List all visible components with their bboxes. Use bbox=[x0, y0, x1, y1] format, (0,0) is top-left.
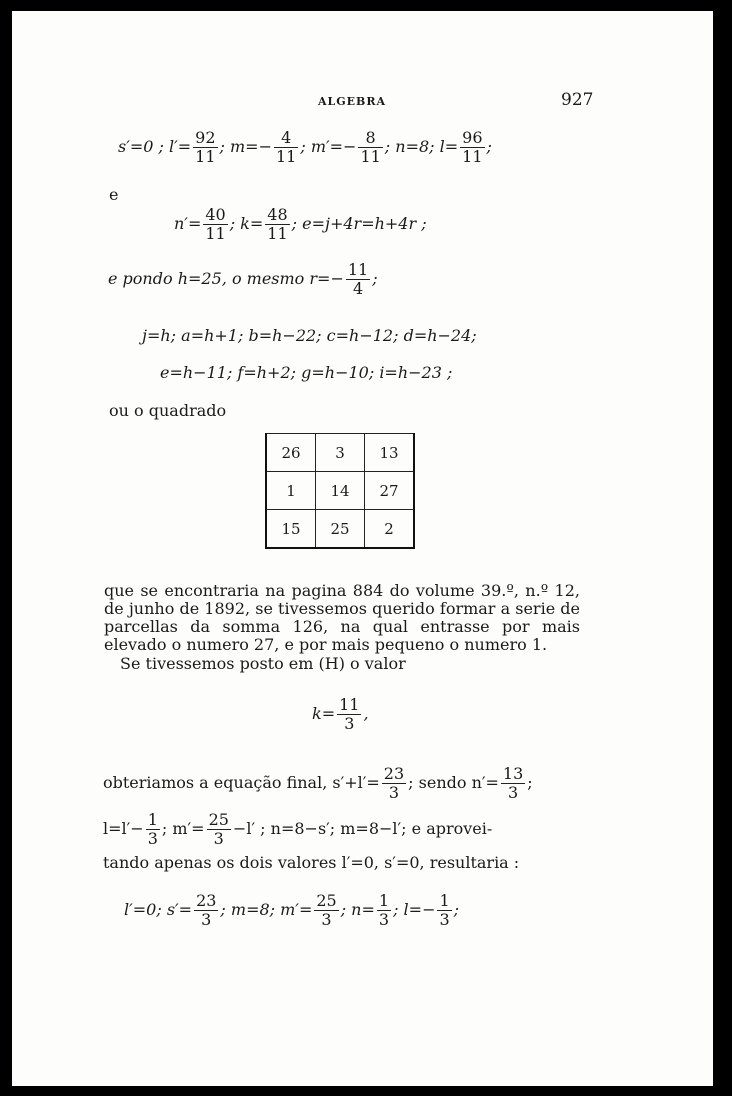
square-cell: 1 bbox=[266, 472, 316, 510]
quadrado-intro: ou o quadrado bbox=[109, 401, 227, 420]
square-cell: 14 bbox=[316, 472, 365, 510]
equation-line-2: n′= $\frac{40}{11}$ ; k= $\frac{48}{11}$ ; e=j+4r=h+4r ; bbox=[174, 205, 427, 243]
square-cell: 25 bbox=[316, 510, 365, 549]
square-cell: 2 bbox=[365, 510, 415, 549]
square-cell: 3 bbox=[316, 434, 365, 472]
equation-line-3: e pondo h=25, o mesmo r=− $\frac{11}{4}$ ; bbox=[108, 260, 378, 298]
square-row bbox=[266, 472, 414, 510]
square-cell: 27 bbox=[365, 472, 415, 510]
equation-line-4: j=h; a=h+1; b=h−22; c=h−12; d=h−24; bbox=[142, 326, 477, 345]
paragraph-2: Se tivessemos posto em (H) o valor bbox=[120, 654, 406, 673]
page-number: 927 bbox=[561, 90, 594, 110]
equation-line-5: e=h−11; f=h+2; g=h−10; i=h−23 ; bbox=[160, 363, 453, 382]
square-row bbox=[266, 434, 414, 472]
square-row bbox=[266, 510, 414, 549]
square-cell: 15 bbox=[266, 510, 316, 549]
equation-line-9: tando apenas os dois valores l′=0, s′=0, resultaria : bbox=[103, 853, 520, 872]
page bbox=[12, 11, 713, 1086]
square-cell: 13 bbox=[365, 434, 415, 472]
square-cell: 26 bbox=[266, 434, 316, 472]
magic-square bbox=[265, 433, 415, 549]
equation-line-6: k= $\frac{11}{3}$ , bbox=[312, 695, 369, 733]
equation-line-8: l=l′− $\frac{1}{3}$ ; m′= $\frac{25}{3}$ −l′ ; n=8−s′; m=8−l′; e aprovei- bbox=[103, 810, 493, 848]
conjunction-e: e bbox=[109, 185, 119, 204]
equation-line-1: s′=0 ; l′= $\frac{92}{11}$ ; m=− $\frac{4}{11}$ ; m′=− $\frac{8}{11}$ ; n=8; l= $\frac{96}{11}$ ; bbox=[118, 128, 492, 166]
equation-line-7: obteriamos a equação final, s′+l′= $\frac{23}{3}$ ; sendo n′= $\frac{13}{3}$ ; bbox=[103, 764, 533, 802]
running-header-title: ALGEBRA bbox=[318, 95, 387, 108]
paragraph-1: que se encontraria na pagina 884 do volume 39.º, n.º 12, de junho de 1892, se tivessemos querido formar a serie de parcellas da somma 126, na qual entrasse por mais elevado o numero 27, e por mais pequeno o numero 1. bbox=[104, 581, 580, 654]
equation-line-10: l′=0; s′= $\frac{23}{3}$ ; m=8; m′= $\frac{25}{3}$ ; n= $\frac{1}{3}$ ; l=− $\frac{1}{3}$ ; bbox=[124, 891, 460, 929]
